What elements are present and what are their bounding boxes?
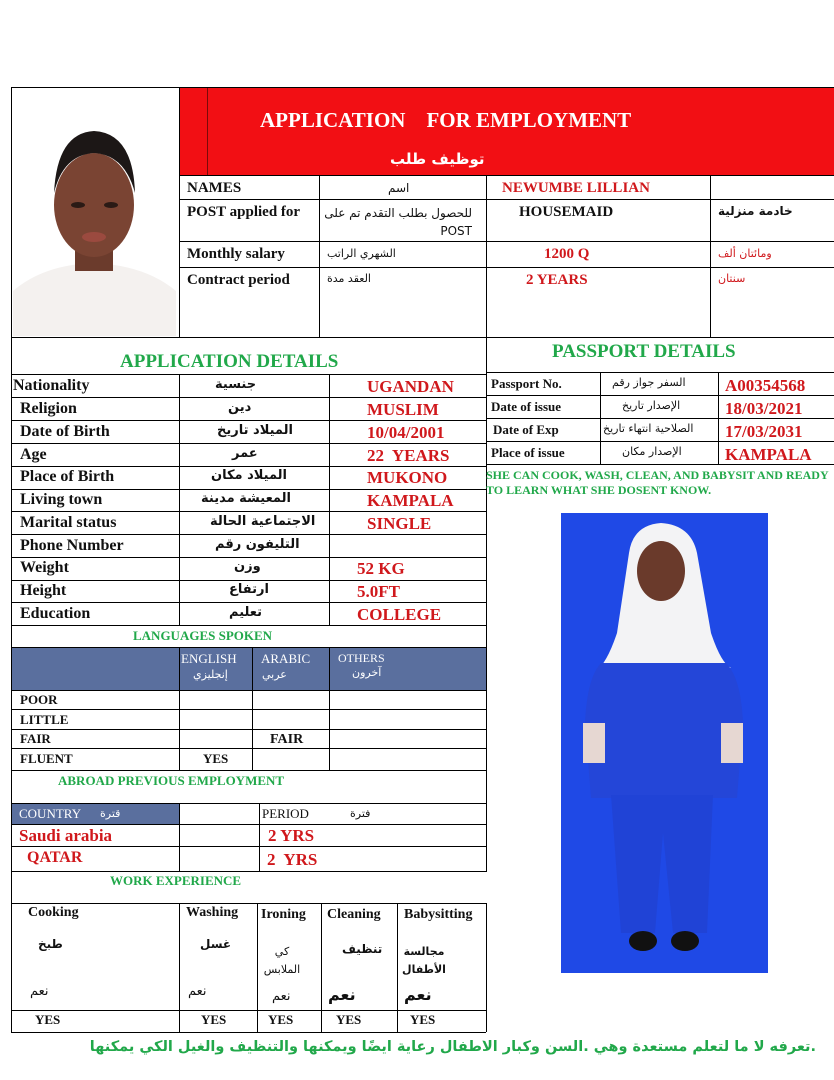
skill-cleaning-arabic: تنظيف xyxy=(342,942,383,956)
issue-date-label-arabic: الإصدار تاريخ xyxy=(622,399,681,412)
contract-value-arabic: سنتان xyxy=(718,272,746,285)
lang-col-english-arabic: إنجليزي xyxy=(193,668,228,681)
skill-cooking-arabic: طبخ xyxy=(38,937,63,951)
age-label: Age xyxy=(20,446,47,463)
age-value: 22 YEARS xyxy=(367,446,450,465)
lang-col-others: OTHERS xyxy=(338,651,385,665)
skill-cooking-yes-arabic: نعم xyxy=(30,984,49,999)
education-label-arabic: تعليم xyxy=(229,605,263,620)
passport-no-value: A00354568 xyxy=(725,376,806,395)
religion-label: Religion xyxy=(20,400,77,417)
skill-cooking-yes: YES xyxy=(35,1012,61,1027)
marital-label-arabic: الاجتماعية الحالة xyxy=(210,514,316,529)
salary-value: 1200 Q xyxy=(544,246,590,262)
skill-washing-yes: YES xyxy=(201,1012,227,1027)
full-body-photo xyxy=(561,513,768,973)
exp-date-label: Date of Exp xyxy=(493,422,559,437)
exp-date-value: 17/03/2031 xyxy=(725,422,803,441)
page-title: APPLICATION FOR EMPLOYMENT xyxy=(260,108,632,132)
living-town-value: KAMPALA xyxy=(367,491,454,510)
living-town-label-arabic: المعيشة مدينة xyxy=(201,491,291,506)
level-poor: POOR xyxy=(20,692,58,707)
skill-washing: Washing xyxy=(186,905,239,920)
passport-no-label-arabic: السفر جواز رقم xyxy=(612,376,686,389)
age-label-arabic: عمر xyxy=(232,446,258,461)
skill-babysitting: Babysitting xyxy=(404,907,473,922)
post-value-arabic: خادمة منزلية xyxy=(718,204,793,218)
salary-label-arabic: الشهري الراتب xyxy=(327,247,396,260)
period-header: PERIOD xyxy=(262,806,309,821)
issue-place-label-arabic: الإصدار مكان xyxy=(622,445,682,458)
passport-details-heading: PASSPORT DETAILS xyxy=(552,341,736,362)
employment-period-2: 2 YRS xyxy=(267,850,318,869)
languages-heading: LANGUAGES SPOKEN xyxy=(133,628,273,643)
passport-no-label: Passport No. xyxy=(491,376,562,391)
period-header-arabic: فترة xyxy=(350,807,371,820)
skill-ironing-yes-arabic: نعم xyxy=(272,989,291,1004)
issue-date-label: Date of issue xyxy=(491,399,562,414)
weight-label: Weight xyxy=(20,559,69,576)
lang-col-arabic-arabic: عربي xyxy=(262,668,287,681)
phone-label-arabic: التليفون رقم xyxy=(215,537,300,552)
employment-heading: ABROAD PREVIOUS EMPLOYMENT xyxy=(58,773,285,788)
skill-cleaning: Cleaning xyxy=(327,907,381,922)
issue-date-value: 18/03/2021 xyxy=(725,399,803,418)
height-value: 5.0FT xyxy=(357,582,400,601)
level-fluent: FLUENT xyxy=(20,751,73,766)
lang-col-arabic: ARABIC xyxy=(261,651,311,666)
employment-country-1: Saudi arabia xyxy=(19,826,113,845)
religion-value: MUSLIM xyxy=(367,400,439,419)
marital-label: Marital status xyxy=(20,514,117,531)
skill-cleaning-yes: YES xyxy=(336,1012,362,1027)
skill-babysitting-yes-arabic: نعم xyxy=(404,985,432,1004)
arabic-level-value: FAIR xyxy=(270,732,304,747)
post-label-arabic: للحصول بطلب التقدم تم على POST xyxy=(324,206,472,238)
dob-label-arabic: الميلاد تاريخ xyxy=(217,423,293,438)
dob-value: 10/04/2001 xyxy=(367,423,445,442)
skill-cleaning-yes-arabic: نعم xyxy=(328,985,356,1004)
skill-ironing: Ironing xyxy=(261,907,306,922)
pob-value: MUKONO xyxy=(367,468,448,487)
applicant-name: NEWUMBE LILLIAN xyxy=(502,180,650,196)
issue-place-value: KAMPALA xyxy=(725,445,812,464)
names-label-arabic: اسم xyxy=(388,181,410,195)
phone-label: Phone Number xyxy=(20,537,124,554)
contract-value: 2 YEARS xyxy=(526,272,588,288)
post-label: POST applied for xyxy=(187,204,301,220)
lang-col-english: ENGLISH xyxy=(181,651,237,666)
work-experience-heading: WORK EXPERIENCE xyxy=(110,873,242,888)
english-level-value: YES xyxy=(203,751,229,766)
nationality-label: Nationality xyxy=(13,377,90,394)
profile-photo xyxy=(13,113,176,336)
skill-ironing-yes: YES xyxy=(268,1012,294,1027)
pob-label: Place of Birth xyxy=(20,468,115,485)
issue-place-label: Place of issue xyxy=(491,445,565,460)
weight-value: 52 KG xyxy=(357,559,405,578)
height-label: Height xyxy=(20,582,67,599)
weight-label-arabic: وزن xyxy=(234,559,261,574)
salary-value-arabic: ومائتان ألف xyxy=(718,247,772,260)
salary-label: Monthly salary xyxy=(187,246,285,262)
contract-label-arabic: العقد مدة xyxy=(327,272,371,285)
post-value: HOUSEMAID xyxy=(519,204,614,220)
dob-label: Date of Birth xyxy=(20,423,110,440)
skill-washing-yes-arabic: نعم xyxy=(188,984,207,999)
lang-col-others-arabic: آخرون xyxy=(352,666,382,679)
nationality-value: UGANDAN xyxy=(367,377,454,396)
skill-babysitting-yes: YES xyxy=(410,1012,436,1027)
country-header-arabic: قترة xyxy=(100,807,121,820)
skills-note: SHE CAN COOK, WASH, CLEAN, AND BABYSIT AND READY TO LEARN WHAT SHE DOSENT KNOW. xyxy=(486,468,829,497)
contract-label: Contract period xyxy=(187,272,290,288)
application-details-heading: APPLICATION DETAILS xyxy=(120,351,339,372)
pob-label-arabic: الميلاد مكان xyxy=(211,468,288,483)
skill-ironing-arabic: كي الملابس xyxy=(263,945,301,976)
height-label-arabic: ارتفاع xyxy=(229,582,269,597)
nationality-label-arabic: جنسية xyxy=(215,377,257,392)
level-little: LITTLE xyxy=(20,712,69,727)
exp-date-label-arabic: الصلاحية انتهاء تاريخ xyxy=(603,422,694,435)
page-title-arabic: توظيف طلب xyxy=(390,150,485,168)
skill-cooking: Cooking xyxy=(28,905,79,920)
employment-period-1: 2 YRS xyxy=(268,826,315,845)
level-fair: FAIR xyxy=(20,731,51,746)
employment-country-2: QATAR xyxy=(27,849,83,866)
names-label: NAMES xyxy=(187,180,242,196)
marital-value: SINGLE xyxy=(367,514,432,533)
country-header: COUNTRY xyxy=(19,806,82,821)
footer-note: .تعرفه لا ما لتعلم مستعدة وهي .السن وكبار الأطفال رعاية أيضًا ويمكنها والتنظيف والغيل الكي يمكنها xyxy=(89,1040,816,1055)
education-value: COLLEGE xyxy=(357,605,442,624)
living-town-label: Living town xyxy=(20,491,103,508)
skill-babysitting-arabic: مجالسة الأطفال xyxy=(402,945,446,976)
religion-label-arabic: دين xyxy=(228,400,252,415)
education-label: Education xyxy=(20,605,91,622)
languages-header-row xyxy=(12,648,486,690)
skill-washing-arabic: غسل xyxy=(200,937,232,951)
